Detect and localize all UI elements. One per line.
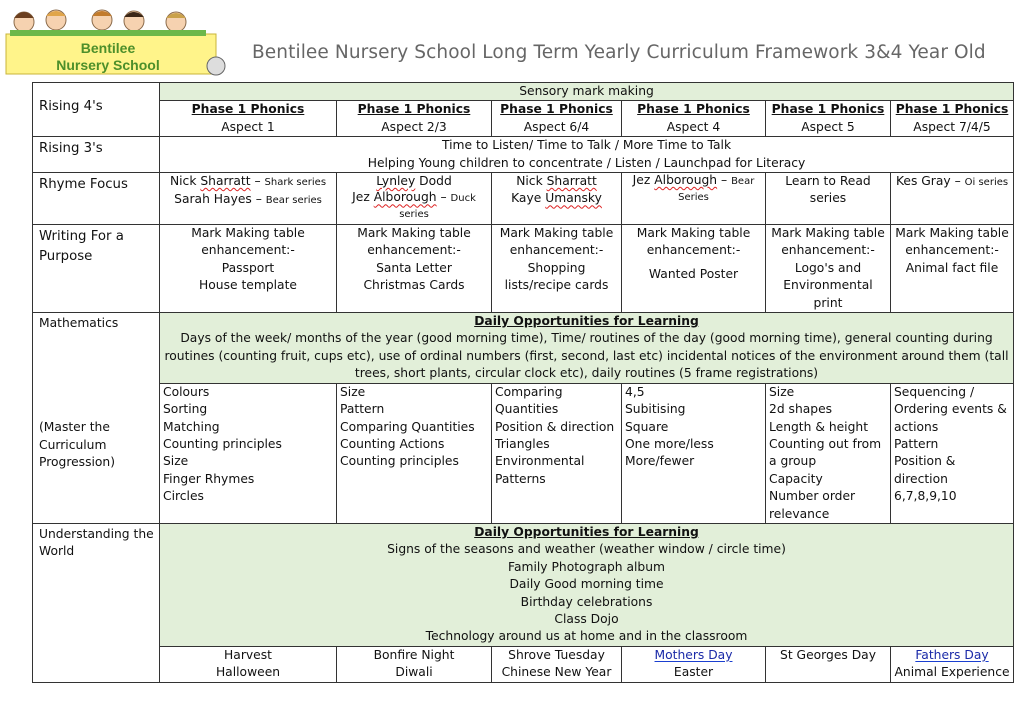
row-label-rhyme: Rhyme Focus <box>33 173 160 225</box>
row-writing <box>33 225 1014 313</box>
rising3-content: Time to Listen/ Time to Talk / More Time to Talk Helping Young children to concentrate / Listen / Launchpad for Literacy <box>160 137 1014 173</box>
maths-cell: 4,5 Subitising Square One more/less More/fewer <box>622 383 766 523</box>
row-maths-daily <box>33 313 1014 384</box>
rhyme-cell: Kes Gray – Oi series <box>891 173 1014 225</box>
school-logo <box>4 4 228 76</box>
world-cell: St Georges Day <box>766 646 891 682</box>
phonics-cell: Phase 1 Phonics Aspect 1 <box>160 101 337 137</box>
rhyme-cell: Lynley Dodd Jez Alborough – Duck series <box>337 173 492 225</box>
row-world-events <box>33 646 1014 682</box>
logo-line1: Bentilee <box>80 40 136 56</box>
writing-cell: Mark Making table enhancement:- Shopping lists/recipe cards <box>492 225 622 313</box>
row-rising4 <box>33 83 1014 101</box>
row-rhyme-focus <box>33 173 1014 225</box>
row-world-daily <box>33 523 1014 646</box>
curriculum-table <box>32 82 1014 683</box>
document-title: Bentilee Nursery School Long Term Yearly Curriculum Framework 3&4 Year Old <box>252 42 986 63</box>
rhyme-cell: Jez Alborough – Bear Series <box>622 173 766 225</box>
maths-cell: Sequencing / Ordering events & actions Pattern Position & direction 6,7,8,9,10 <box>891 383 1014 523</box>
phonics-cell: Phase 1 Phonics Aspect 2/3 <box>337 101 492 137</box>
row-label-writing: Writing For a Purpose <box>33 225 160 313</box>
writing-cell: Mark Making table enhancement:- Santa Letter Christmas Cards <box>337 225 492 313</box>
row-label-rising4: Rising 4's <box>33 83 160 137</box>
row-rising3 <box>33 137 1014 173</box>
row-label-maths: Mathematics (Master the Curriculum Progression) <box>33 313 160 524</box>
writing-cell: Mark Making table enhancement:- Passport House template <box>160 225 337 313</box>
world-cell: Mothers Day Easter <box>622 646 766 682</box>
rhyme-cell: Nick Sharratt – Shark series Sarah Hayes – Bear series <box>160 173 337 225</box>
writing-cell: Mark Making table enhancement:- Animal fact file <box>891 225 1014 313</box>
phonics-cell: Phase 1 Phonics Aspect 7/4/5 <box>891 101 1014 137</box>
world-daily-opportunities: Daily Opportunities for Learning Signs of the seasons and weather (weather window / circle time) Family Photograph album Daily Good morning time Birthday celebrations Class Dojo Technology around us at home and in the classroom <box>160 523 1014 646</box>
logo-line2: Nursery School <box>56 57 160 73</box>
rhyme-cell: Learn to Read series <box>766 173 891 225</box>
row-maths-topics <box>33 383 1014 523</box>
phonics-cell: Phase 1 Phonics Aspect 4 <box>622 101 766 137</box>
maths-cell: Size 2d shapes Length & height Counting out from a group Capacity Number order relevance <box>766 383 891 523</box>
phonics-cell: Phase 1 Phonics Aspect 6/4 <box>492 101 622 137</box>
maths-cell: Size Pattern Comparing Quantities Counting Actions Counting principles <box>337 383 492 523</box>
world-cell: Fathers Day Animal Experience <box>891 646 1014 682</box>
sensory-mark-making: Sensory mark making <box>160 83 1014 101</box>
maths-daily-opportunities: Daily Opportunities for Learning Days of the week/ months of the year (good morning time), Time/ routines of the day (good morning time), general counting during routines (counting fruit, cups etc), use of ordinal numbers (first, second, last etc) incidental notices of the environment around them (tall trees, short plants, circular clock etc), daily routines (5 frame registrations) <box>160 313 1014 384</box>
world-cell: Harvest Halloween <box>160 646 337 682</box>
row-label-rising3: Rising 3's <box>33 137 160 173</box>
row-rising4-phonics <box>33 101 1014 137</box>
maths-cell: Colours Sorting Matching Counting principles Size Finger Rhymes Circles <box>160 383 337 523</box>
writing-cell: Mark Making table enhancement:- Logo's and Environmental print <box>766 225 891 313</box>
rhyme-cell: Nick Sharratt Kaye Umansky <box>492 173 622 225</box>
phonics-cell: Phase 1 Phonics Aspect 5 <box>766 101 891 137</box>
row-label-world: Understanding the World <box>33 523 160 682</box>
world-cell: Shrove Tuesday Chinese New Year <box>492 646 622 682</box>
writing-cell: Mark Making table enhancement:- Wanted Poster <box>622 225 766 313</box>
maths-cell: Comparing Quantities Position & direction Triangles Environmental Patterns <box>492 383 622 523</box>
world-cell: Bonfire Night Diwali <box>337 646 492 682</box>
